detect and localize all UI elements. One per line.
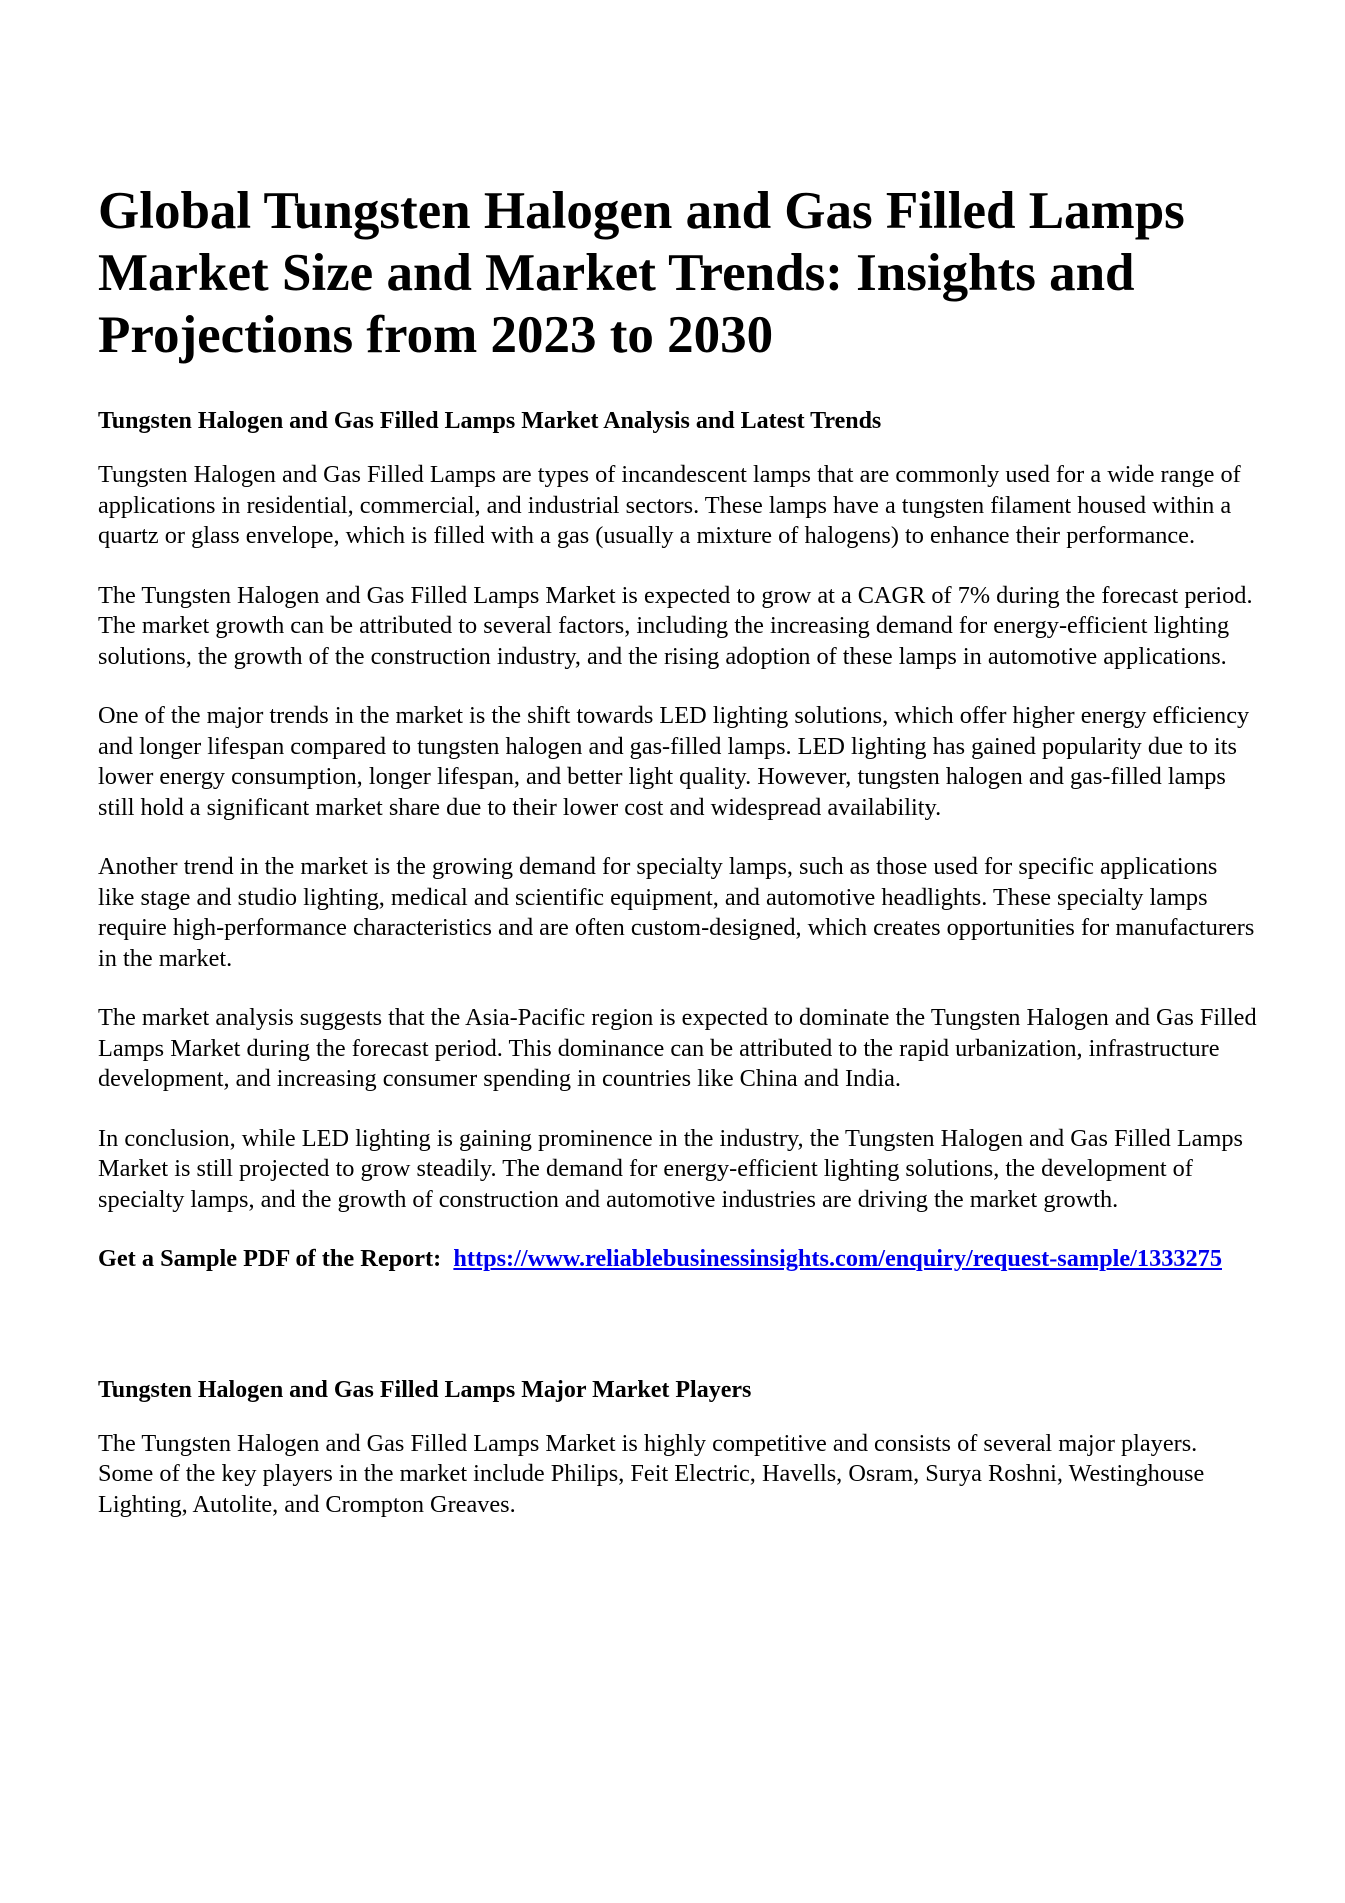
section-heading-analysis: Tungsten Halogen and Gas Filled Lamps Market Analysis and Latest Trends — [98, 408, 882, 434]
sample-pdf-label: Get a Sample PDF of the Report: — [98, 1245, 442, 1272]
analysis-paragraph-6: In conclusion, while LED lighting is gaining prominence in the industry, the Tungsten Halogen and Gas Filled Lamps Market is still projected to grow steadily. The demand for energy-efficient lighting solutions, the development of specialty lamps, and the growth of construction and automotive industries are driving the market growth. — [98, 1124, 1243, 1213]
analysis-paragraph-1: Tungsten Halogen and Gas Filled Lamps are types of incandescent lamps that are commonly used for a wide range of applications in residential, commercial, and industrial sectors. These lamps have a tungsten filament housed within a quartz or glass envelope, which is filled with a gas (usually a mixture of halogens) to enhance their performance. — [98, 461, 1241, 549]
analysis-paragraph-4: Another trend in the market is the growing demand for specialty lamps, such as those used for specific applications like stage and studio lighting, medical and scientific equipment, and automotive headlights. These specialty lamps require high-performance characteristics and are often custom-designed, which creates opportunities for manufacturers in the market. — [98, 853, 1255, 972]
analysis-paragraph-5: The market analysis suggests that the Asia-Pacific region is expected to dominate the Tungsten Halogen and Gas Filled Lamps Market during the forecast period. This dominance can be attributed to the rapid urbanization, infrastructure development, and increasing consumer spending in countries like China and India. — [98, 1004, 1257, 1092]
document-page — [98, 180, 1258, 1549]
sample-pdf-callout — [98, 1244, 1258, 1275]
sample-pdf-link[interactable]: https://www.reliablebusinessinsights.com/enquiry/request-sample/1333275 — [453, 1245, 1222, 1272]
analysis-paragraph-3: One of the major trends in the market is the shift towards LED lighting solutions, which offer higher energy efficiency and longer lifespan compared to tungsten halogen and gas-filled lamps. LED lighting has gained popularity due to its lower energy consumption, longer lifespan, and better light quality. However, tungsten halogen and gas-filled lamps still hold a significant market share due to their lower cost and widespread availability. — [98, 702, 1250, 821]
document-title: Global Tungsten Halogen and Gas Filled Lamps Market Size and Market Trends: Insights and Projections from 2023 to 2030 — [98, 182, 1185, 364]
players-paragraph-1: The Tungsten Halogen and Gas Filled Lamps Market is highly competitive and consists of several major players. Some of the key players in the market include Philips, Feit Electric, Havells, Osram, Surya Roshni, Westinghouse Lighting, Autolite, and Crompton Greaves. — [98, 1429, 1205, 1518]
analysis-paragraph-2: The Tungsten Halogen and Gas Filled Lamps Market is expected to grow at a CAGR of 7% during the forecast period. The market growth can be attributed to several factors, including the increasing demand for energy-efficient lighting solutions, the growth of the construction industry, and the rising adoption of these lamps in automotive applications. — [98, 581, 1253, 670]
section-heading-players: Tungsten Halogen and Gas Filled Lamps Major Market Players — [98, 1376, 752, 1403]
